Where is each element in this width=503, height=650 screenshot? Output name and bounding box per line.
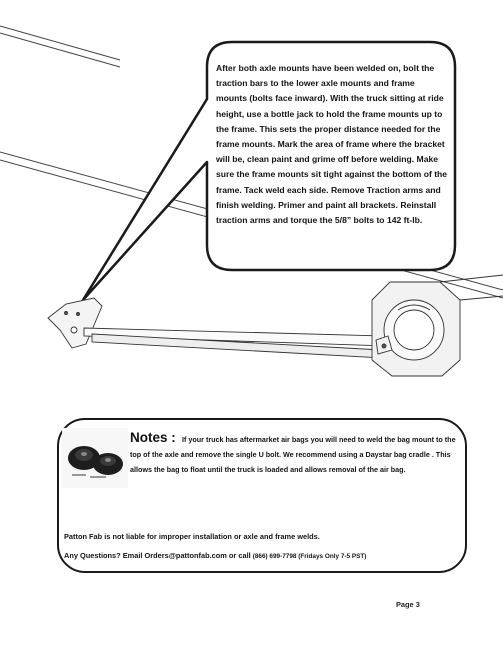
contact-email-text: Any Questions? Email Orders@pattonfab.com or call [64,551,253,560]
page-number: Page 3 [396,600,420,609]
axle-housing [372,275,503,376]
traction-bar [84,328,388,358]
notes-body: If your truck has aftermarket air bags you will need to weld the bag mount to the top of the axle and remove the single U bolt. We recommend using a Daystar bag cradle . This allows the bag to float until the truck is loaded and allows removal of the air bag. [130,435,456,474]
liability-disclaimer: Patton Fab is not liable for improper installation or axle and frame welds. [64,532,320,541]
callout-instructions: After both axle mounts have been welded on, bolt the traction bars to the lower axle mounts and frame mounts (bolts face inward). With the truck sitting at ride height, use a bottle jack to hold the frame mounts up to the frame. This sets the proper distance needed for the frame mounts. Mark the area of frame where the bracket will be, clean paint and grime off before welding. Make sure the frame mounts sit tight against the bottom of the frame. Tack weld each side. Remove Traction arms and finish welding. Primer and paint all brackets. Reinstall traction arms and torque the 5/8” bolts to 142 ft-lb. [216,63,448,226]
notes-title: Notes : [130,430,176,445]
air-bag-cradle-photo [62,428,128,488]
contact-phone-text: (866) 699-7798 (Fridays Only 7-5 PST) [252,553,367,560]
contact-line [64,551,464,562]
